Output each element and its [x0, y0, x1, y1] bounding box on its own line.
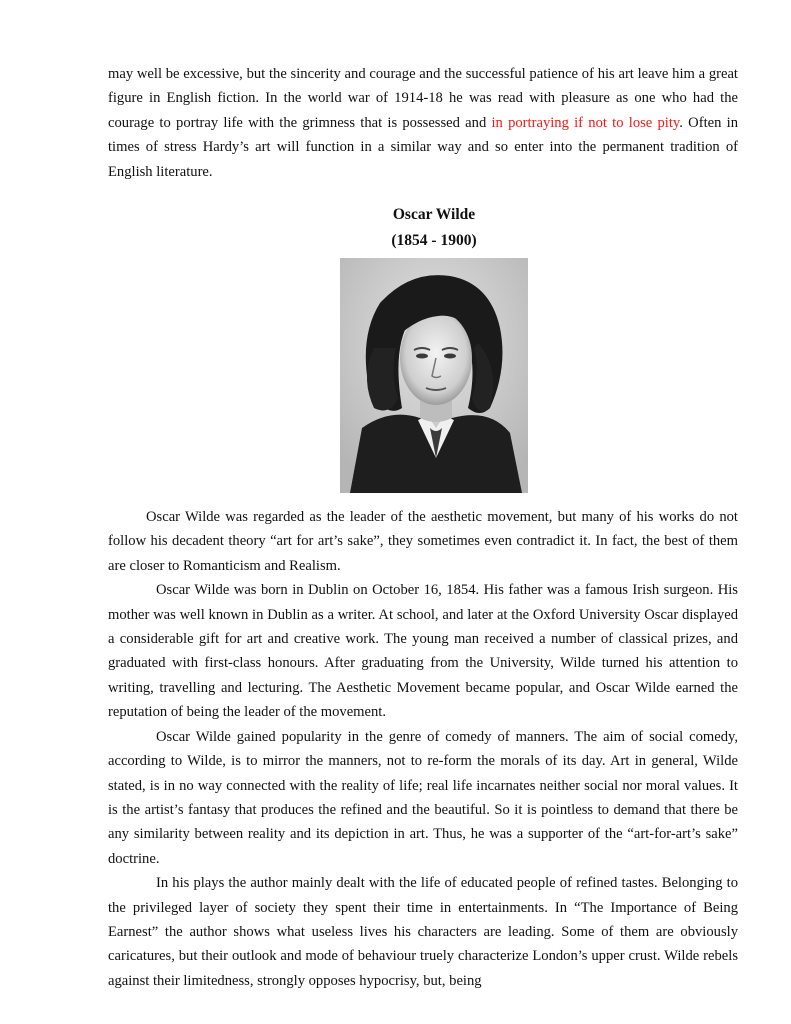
intro-text-end: . Often in times of stress Hardy’s art will function in a similar way and so enter into the permanent tradition of English literature. [108, 114, 738, 180]
body-paragraph: Oscar Wilde was regarded as the leader of the aesthetic movement, but many of his works do not follow his decadent theory “art for art’s sake”, they sometimes even contradict it. In fact, the best of them are closer to Romanticism and Realism. [108, 509, 738, 574]
author-name: Oscar Wilde [392, 206, 476, 224]
author-portrait [340, 258, 528, 493]
body-paragraph: In his plays the author mainly dealt with the life of educated people of refined tastes. Belonging to the privileged layer of society they spent their time in entertainments. In “The Importance of Being Earnest” the author shows what useless lives his characters are leading. Some of them are obviously caricatures, but their outlook and mode of behaviour truely characterize London’s upper crust. Wilde rebels against their limitedness, strongly opposes hypocrisy, but, being [108, 875, 738, 989]
author-dates: (1854 - 1900) [391, 232, 477, 250]
document-page [108, 62, 738, 993]
body-paragraph: Oscar Wilde gained popularity in the genre of comedy of manners. The aim of social comedy, according to Wilde, is to mirror the manners, not to re-form the morals of its day. Art in general, Wilde stated, is in no way connected with the reality of life; real life incarnates neither social nor moral values. It is the artist’s fantasy that produces the refined and the beautiful. So it is pointless to demand that there be any similarity between reality and its depiction in art. Thus, he was a supporter of the “art-for-art’s sake” doctrine. [108, 728, 738, 867]
highlighted-phrase: in portraying if not to lose pity [491, 114, 680, 131]
body-paragraph: Oscar Wilde was born in Dublin on October 16, 1854. His father was a famous Irish surgeon. His mother was well known in Dublin as a writer. At school, and later at the Oxford University Oscar displayed a considerable gift for art and creative work. The young man received a number of classical prizes, and graduated with first-class honours. After graduating from the University, Wilde turned his attention to writing, travelling and lecturing. The Aesthetic Movement became popular, and Oscar Wilde earned the reputation of being the leader of the movement. [108, 582, 738, 721]
intro-text: may well be excessive, but the sincerity and courage and the successful patience of his art leave him a great figure in English fiction. In the world war of 1914-18 he was read with pleasure as one who had the courage to portray life with the grimness that is possessed and [108, 66, 738, 131]
intro-paragraph [108, 62, 738, 184]
portrait-container [130, 258, 738, 493]
section-heading [130, 202, 738, 254]
portrait-photo-icon [340, 258, 528, 493]
